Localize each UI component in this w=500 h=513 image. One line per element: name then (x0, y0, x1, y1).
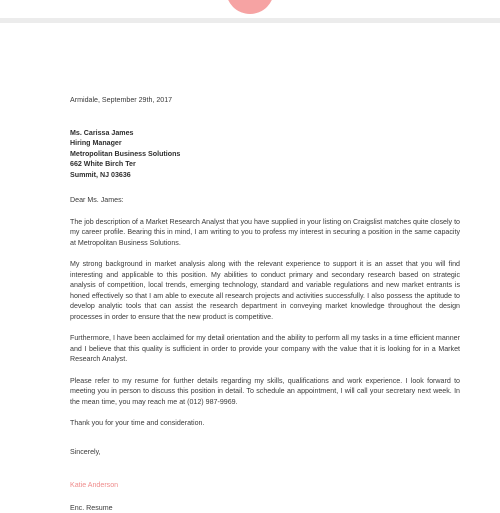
body-paragraph: My strong background in market analysis along with the relevant experience to support it is an asset that you will find interesting and applicable to this position. My abilities to conduct primary and secondary research based on strategic analysis of competition, local trends, emerging technology, standard and variable regulations and new market entrants is honed effectively so that I am able to execute all research projects and activities successfully. I also possess the aptitude to develop analytic tools that can assist the research department in conveying market knowledge throughout the design processes in order to ensure that the new product is competitive. (70, 260, 460, 321)
header-accent-circle (226, 0, 274, 14)
body-paragraph: Please refer to my resume for further details regarding my skills, qualifications and work experience. I look forward to meeting you in person to discuss this position in detail. To schedule an appointment, I will call your secretary next week. In the mean time, you may reach me at (012) 987-9969. (70, 376, 460, 406)
signature-name: Katie Anderson (70, 481, 119, 490)
letter-date: Armidale, September 29th, 2017 (70, 96, 173, 104)
header-divider (0, 18, 500, 23)
thank-you-line: Thank you for your time and consideration. (70, 419, 205, 428)
recipient-company: Metropolitan Business Solutions (70, 149, 181, 158)
body-paragraph: Furthermore, I have been acclaimed for my detail orientation and the ability to perform all my tasks in a time efficient manner and I believe that this quality is sufficient in order to provide your company with the value that it is looking for in a Market Research Analyst. (70, 334, 460, 364)
salutation: Dear Ms. James: (70, 196, 124, 205)
closing: Sincerely, (70, 447, 101, 456)
cover-letter (70, 95, 460, 513)
recipient-city: Summit, NJ 03636 (70, 170, 131, 179)
recipient-name: Ms. Carissa James (70, 128, 134, 137)
recipient-title: Hiring Manager (70, 139, 122, 148)
enclosure-note: Enc. Resume (70, 503, 113, 512)
recipient-address-block (70, 128, 460, 181)
recipient-street: 662 White Birch Ter (70, 160, 136, 169)
body-paragraph: The job description of a Market Research Analyst that you have supplied in your listing on Craigslist matches quite closely to my career profile. Bearing this in mind, I am writing to you to profess my interest in securing a position in the same capacity at Metropolitan Business Solutions. (70, 217, 460, 247)
